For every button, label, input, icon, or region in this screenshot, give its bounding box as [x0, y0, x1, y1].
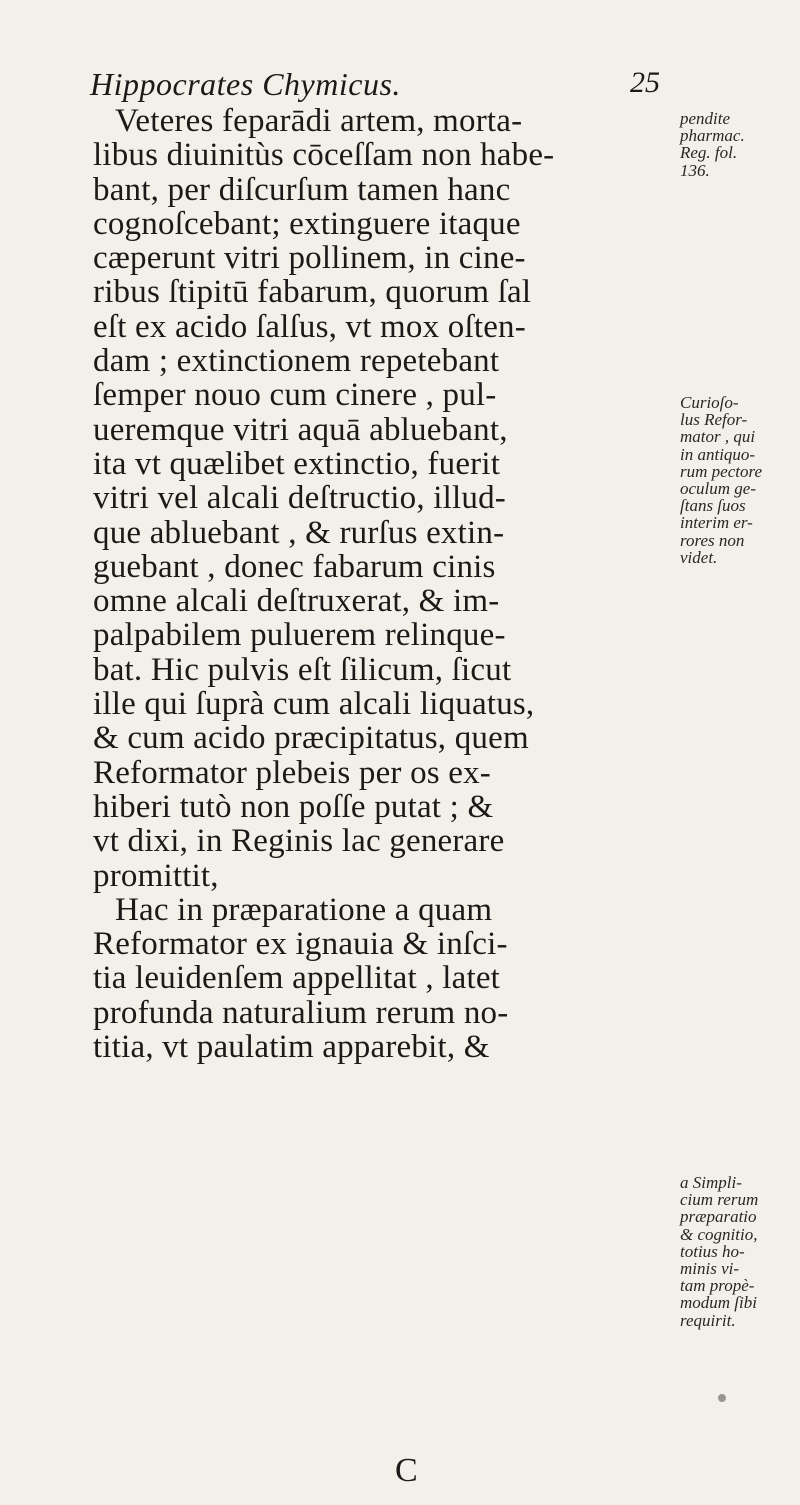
margin-note-line: cium rerum: [680, 1190, 759, 1210]
text-line: promittit,: [93, 857, 219, 894]
margin-note-line: præparatio: [680, 1207, 757, 1227]
margin-note-line: mator , qui: [680, 427, 756, 447]
text-line: vitri vel alcali deſtructio, illud-: [93, 480, 506, 517]
text-line: Reformator ex ignauia & inſci-: [93, 926, 508, 963]
running-head: Hippocrates Chymicus.: [90, 66, 401, 102]
margin-note-line: rores non: [680, 530, 745, 550]
text-line: guebant , donec fabarum cinis: [93, 548, 496, 585]
margin-note-line: a Simpli-: [680, 1173, 742, 1192]
margin-note-line: minis vi-: [680, 1259, 740, 1279]
ink-spot: [718, 1394, 726, 1402]
margin-note-line: requirit.: [680, 1310, 736, 1330]
margin-note-line: & cognitio,: [680, 1224, 758, 1244]
text-line: que abluebant , & rurſus extin-: [93, 514, 505, 551]
margin-note-line: lus Refor-: [680, 410, 748, 430]
margin-note-reference: [680, 110, 790, 179]
margin-note-line: Curioſo-: [680, 393, 739, 412]
text-line: profunda naturalium rerum no-: [93, 994, 509, 1031]
page-number: 25: [630, 66, 660, 99]
text-line: hiberi tutò non poſſe putat ; &: [93, 788, 494, 825]
text-line: dam ; extinctionem repetebant: [93, 343, 500, 380]
margin-note-line: videt.: [680, 547, 718, 567]
margin-note-line: rum pectore: [680, 461, 762, 481]
text-line: Hac in præparatione a quam: [115, 891, 493, 928]
margin-note-line: totius ho-: [680, 1241, 745, 1261]
text-line: ita vt quælibet extinctio, fuerit: [93, 445, 501, 482]
margin-note-line: in antiquo-: [680, 444, 756, 464]
text-line: cognoſcebant; extinguere itaque: [93, 205, 521, 242]
text-line: Veteres feparādi artem, morta-: [115, 103, 523, 139]
text-line: eſt ex acido ſalſus, vt mox oſten-: [93, 308, 526, 345]
main-text-block: [93, 104, 653, 1064]
text-line: palpabilem puluerem relinque-: [93, 617, 506, 654]
text-line: tia leuidenſem appellitat , latet: [93, 960, 501, 997]
text-line: ille qui ſuprà cum alcali liquatus,: [93, 686, 535, 723]
text-line: cæperunt vitri pollinem, in cine-: [93, 240, 526, 277]
margin-note-line: Reg. fol.: [680, 143, 738, 163]
margin-note-simplicium: [680, 1174, 795, 1329]
margin-note-line: pendite: [680, 109, 731, 128]
text-line: ueremque vitri aquā abluebant,: [93, 411, 508, 448]
margin-note-line: 136.: [680, 160, 710, 180]
margin-note-line: interim er-: [680, 513, 753, 533]
text-line: Reformator plebeis per os ex-: [93, 754, 491, 791]
text-line: bat. Hic pulvis eſt ſilicum, ſicut: [93, 651, 512, 688]
text-line: vt dixi, in Reginis lac generare: [93, 823, 505, 860]
margin-note-line: tam propè-: [680, 1276, 755, 1296]
text-line: libus diuinitùs cōceſſam non habe-: [93, 137, 555, 174]
margin-note-line: pharmac.: [680, 126, 745, 146]
text-line: ribus ſtipitū fabarum, quorum ſal: [93, 274, 532, 311]
text-line: bant, per diſcurſum tamen hanc: [93, 171, 511, 208]
text-line: ſemper nouo cum cinere , pul-: [93, 377, 497, 414]
text-line: titia, vt paulatim apparebit, &: [93, 1029, 490, 1066]
text-line: & cum acido præcipitatus, quem: [93, 720, 529, 757]
margin-note-curiosolus: [680, 394, 795, 566]
text-line: omne alcali deſtruxerat, & im-: [93, 583, 500, 620]
margin-note-line: oculum ge-: [680, 479, 757, 499]
signature-mark: C: [395, 1452, 418, 1489]
margin-note-line: modum ſibi: [680, 1293, 757, 1313]
margin-note-line: ſtans ſuos: [680, 496, 746, 516]
